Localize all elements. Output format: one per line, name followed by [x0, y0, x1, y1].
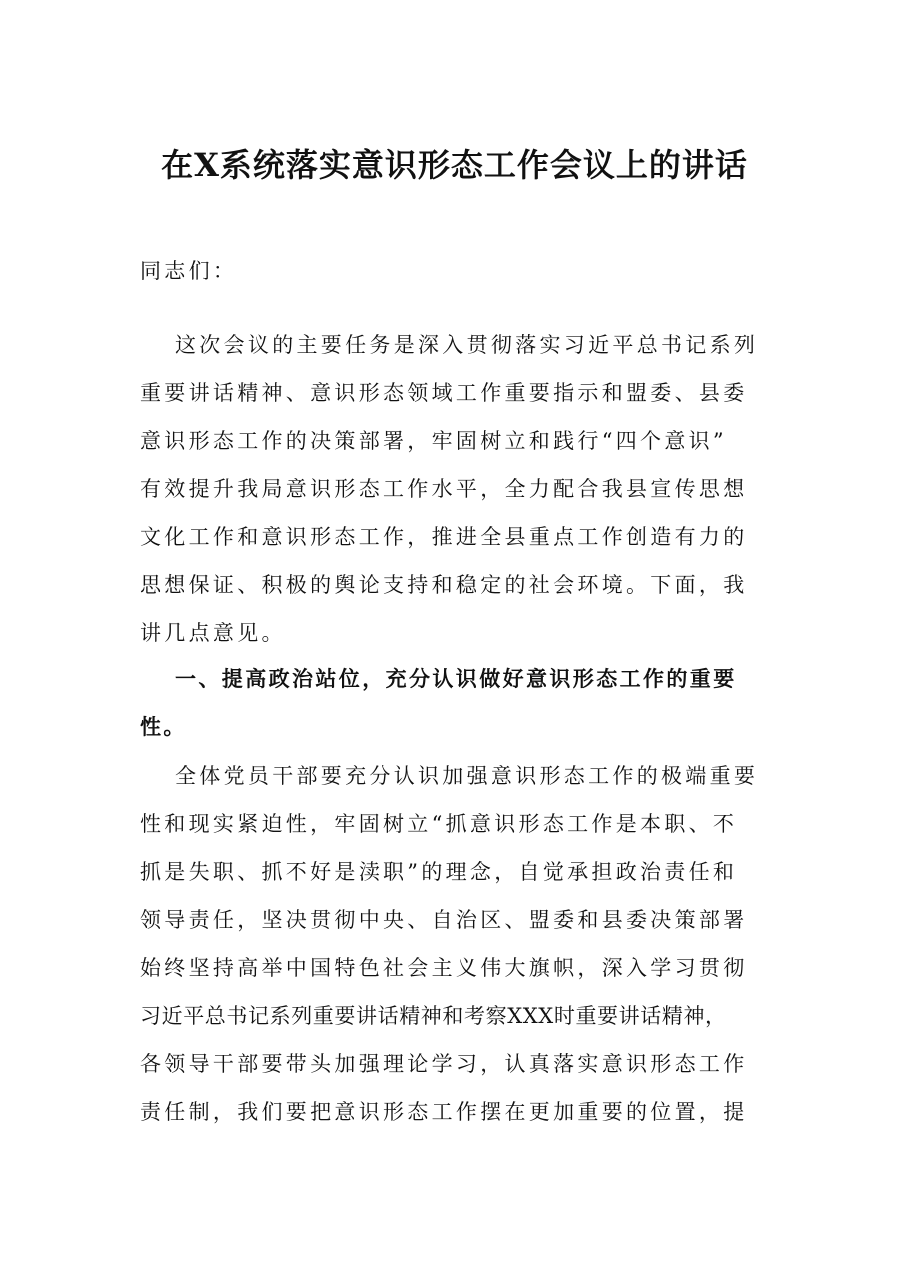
paragraph-line: 讲几点意见。	[140, 621, 286, 645]
section-heading: 一、提高政治站位，充分认识做好意识形态工作的重要	[175, 666, 737, 691]
paragraph-line: 全体党员干部要充分认识加强意识形态工作的极端重要	[175, 764, 759, 788]
paragraph-line: 抓是失职、抓不好是渎职”的理念，自觉承担政治责任和	[140, 860, 738, 884]
paragraph-line: 意识形态工作的决策部署，牢固树立和践行“四个意识”	[140, 429, 727, 453]
paragraph-line: 性和现实紧迫性，牢固树立“抓意识形态工作是本职、不	[140, 812, 738, 836]
salutation: 同志们：	[140, 259, 238, 283]
paragraph-line: 思想保证、积极的舆论支持和稳定的社会环境。下面，我	[140, 573, 748, 597]
paragraph-line: 始终坚持高举中国特色社会主义伟大旗帜，深入学习贯彻	[140, 956, 748, 980]
paragraph-line: 责任制，我们要把意识形态工作摆在更加重要的位置，提	[140, 1100, 748, 1124]
paragraph-line: 这次会议的主要任务是深入贯彻落实习近平总书记系列	[175, 333, 759, 357]
paragraph-line: 重要讲话精神、意识形态领域工作重要指示和盟委、县委	[140, 381, 748, 405]
paragraph-line: 习近平总书记系列重要讲话精神和考察XXX时重要讲话精神，	[140, 1004, 727, 1028]
section-heading: 性。	[140, 714, 187, 739]
paragraph-line: 领导责任，坚决贯彻中央、自治区、盟委和县委决策部署	[140, 908, 748, 932]
paragraph-line: 文化工作和意识形态工作，推进全县重点工作创造有力的	[140, 525, 748, 549]
paragraph-line: 各领导干部要带头加强理论学习，认真落实意识形态工作	[140, 1052, 748, 1076]
paragraph-line: 有效提升我局意识形态工作水平，全力配合我县宣传思想	[140, 477, 748, 501]
document-title: 在X系统落实意识形态工作会议上的讲话	[161, 146, 748, 184]
